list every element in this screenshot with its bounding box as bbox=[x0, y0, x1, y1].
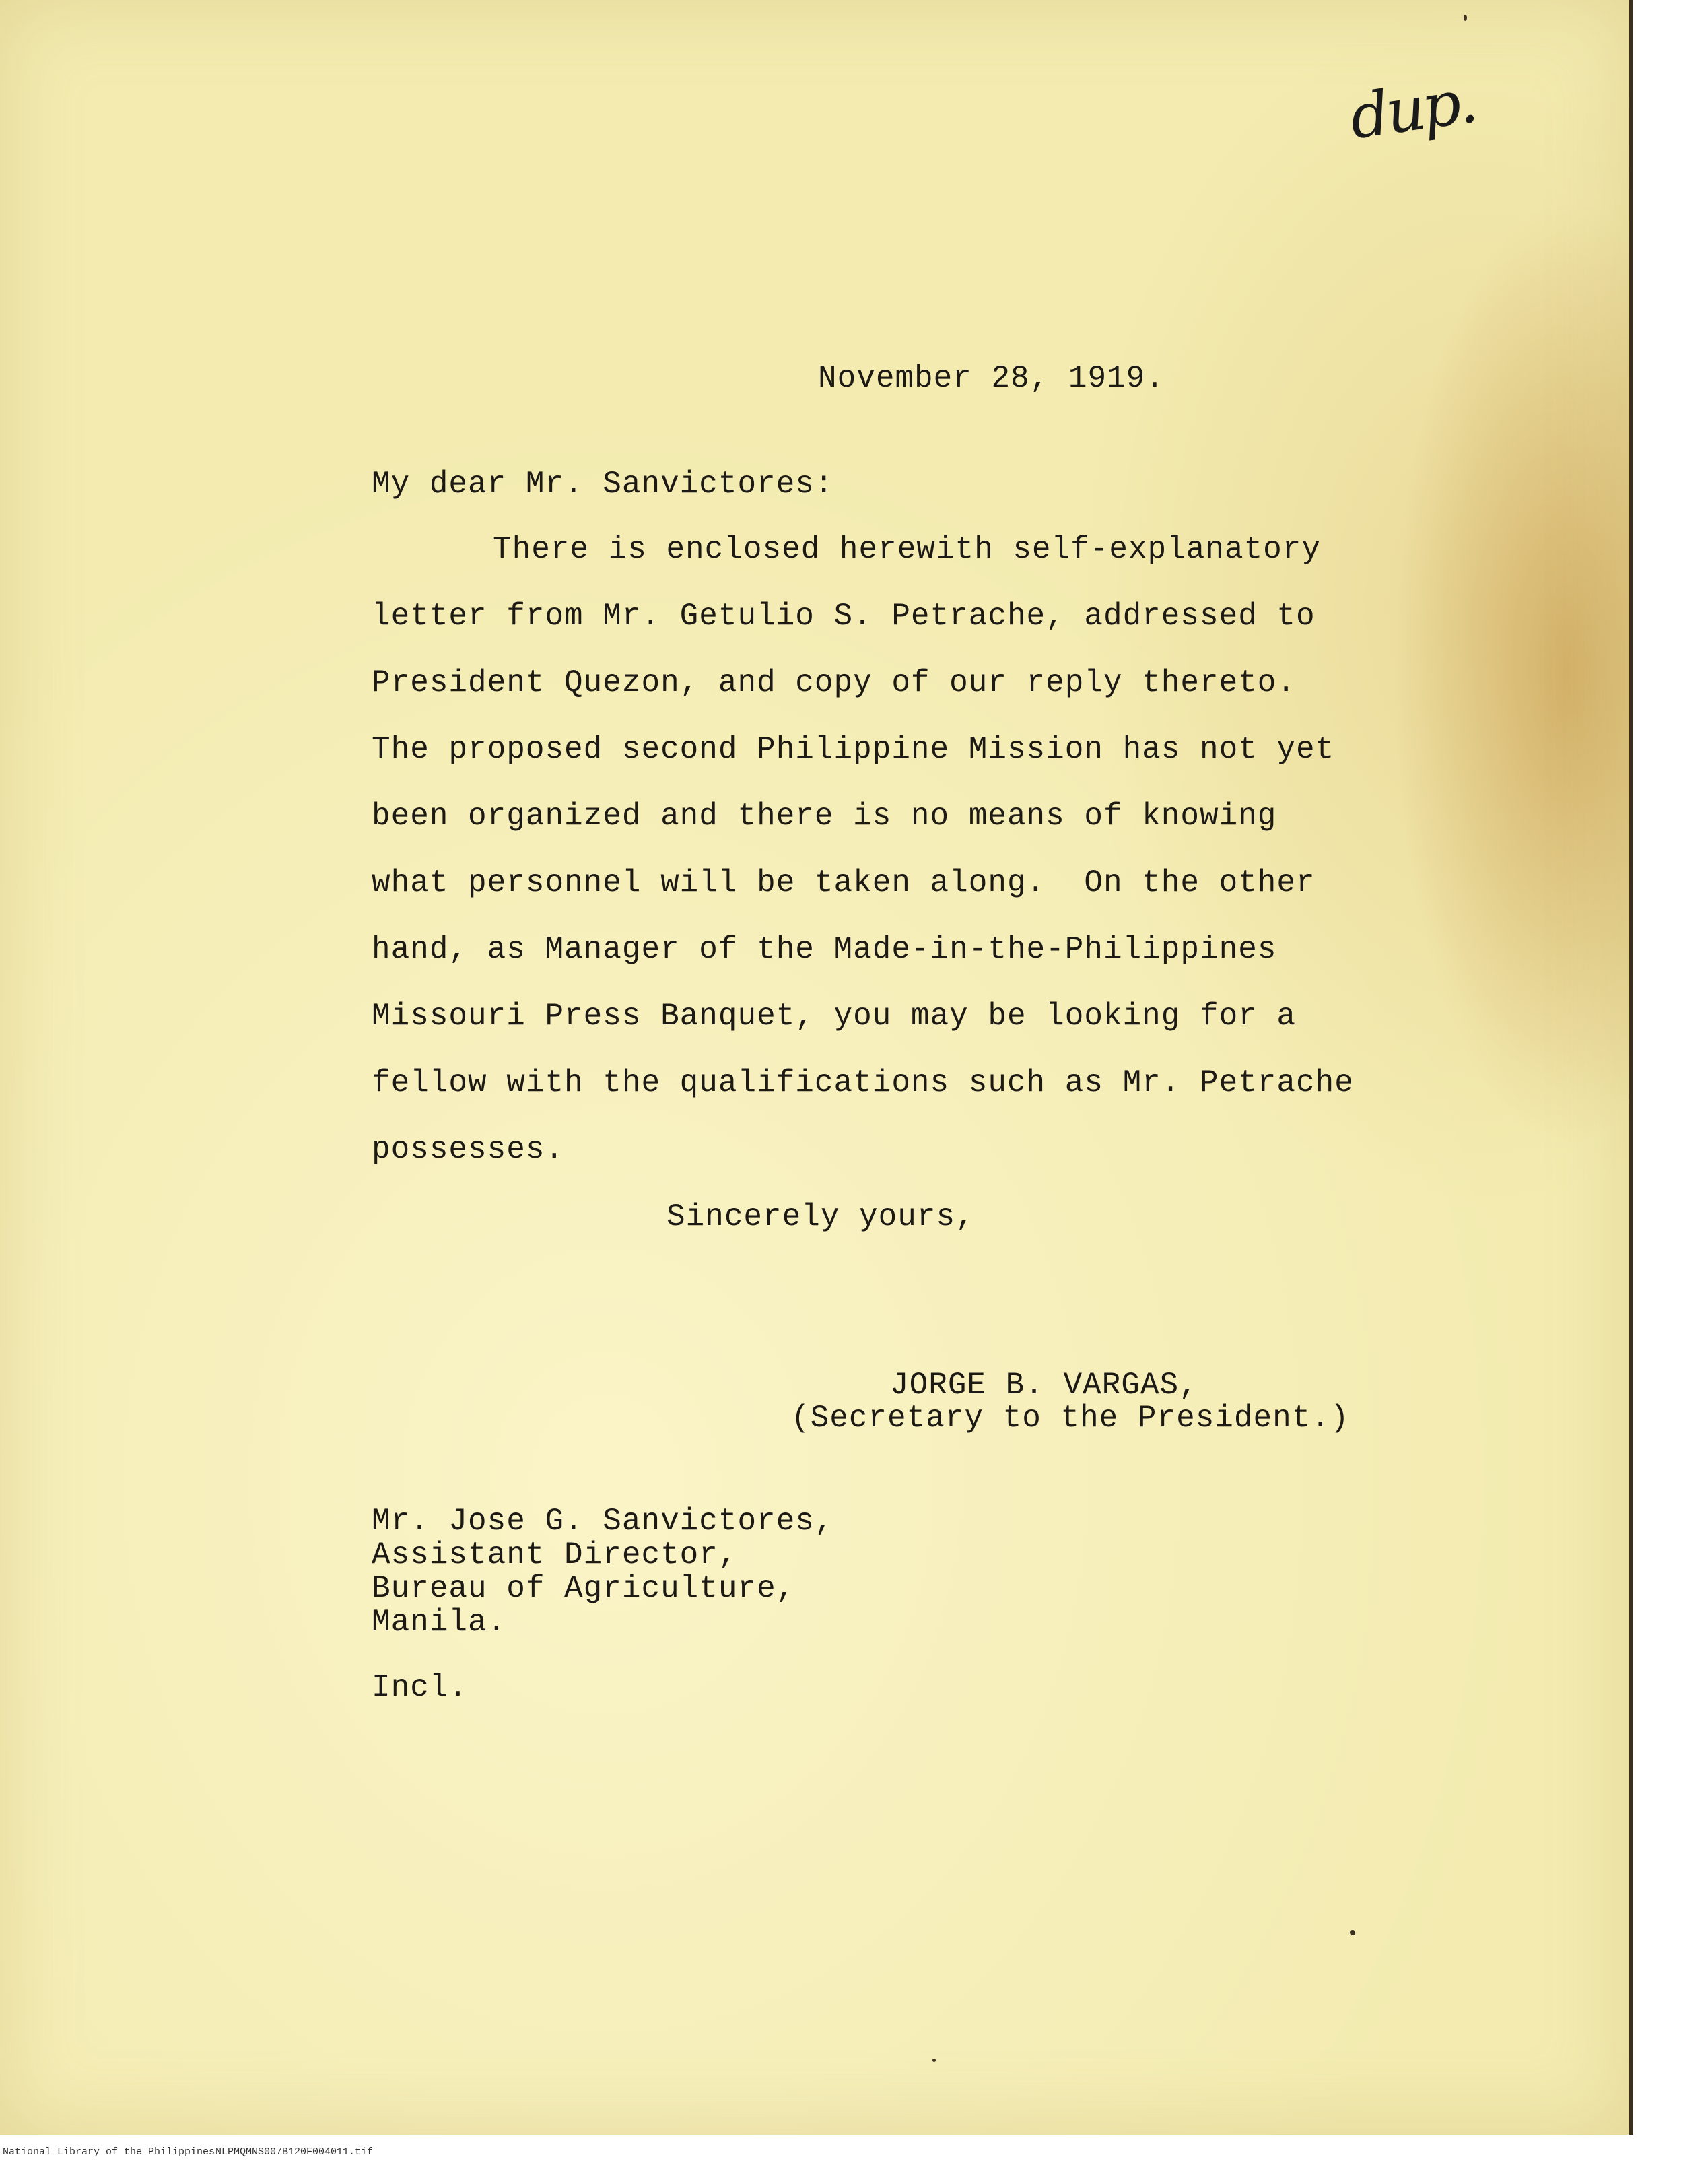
footer-filename: NLPMQMNS007B120F004011.tif bbox=[215, 2146, 374, 2158]
body-line: There is enclosed herewith self-explanatory bbox=[493, 532, 1321, 567]
body-line: President Quezon, and copy of our reply thereto. bbox=[372, 665, 1297, 700]
enclosure-note: Incl. bbox=[372, 1670, 469, 1705]
body-line: hand, as Manager of the Made-in-the-Philippines bbox=[372, 932, 1277, 967]
footer-source: National Library of the Philippines bbox=[3, 2146, 215, 2158]
body-line: what personnel will be taken along. On the other bbox=[372, 865, 1316, 900]
salutation: My dear Mr. Sanvictores: bbox=[372, 467, 834, 502]
signatory-name: JORGE B. VARGAS, bbox=[890, 1368, 1198, 1403]
body-line: fellow with the qualifications such as Mr. Petrache bbox=[372, 1065, 1354, 1100]
body-line: Missouri Press Banquet, you may be looking for a bbox=[372, 999, 1297, 1034]
handwritten-annotation bbox=[1345, 27, 1484, 189]
body-line: The proposed second Philippine Mission has not yet bbox=[372, 732, 1335, 767]
body-line: been organized and there is no means of knowing bbox=[372, 799, 1277, 834]
body-line: letter from Mr. Getulio S. Petrache, addressed to bbox=[372, 599, 1316, 634]
closing: Sincerely yours, bbox=[667, 1199, 975, 1234]
recipient-line: Assistant Director, bbox=[372, 1537, 738, 1572]
signatory-title: (Secretary to the President.) bbox=[791, 1401, 1350, 1436]
recipient-line: Mr. Jose G. Sanvictores, bbox=[372, 1504, 834, 1539]
paper-edge bbox=[1629, 0, 1633, 2135]
paper-speck bbox=[1350, 1930, 1355, 1935]
paper-speck bbox=[932, 2059, 936, 2062]
body-line: possesses. bbox=[372, 1132, 565, 1167]
paper-speck bbox=[1464, 15, 1467, 21]
recipient-line: Manila. bbox=[372, 1605, 507, 1640]
letter-date: November 28, 1919. bbox=[818, 361, 1165, 396]
annotation-text: dup. bbox=[1345, 65, 1480, 154]
recipient-line: Bureau of Agriculture, bbox=[372, 1571, 796, 1606]
